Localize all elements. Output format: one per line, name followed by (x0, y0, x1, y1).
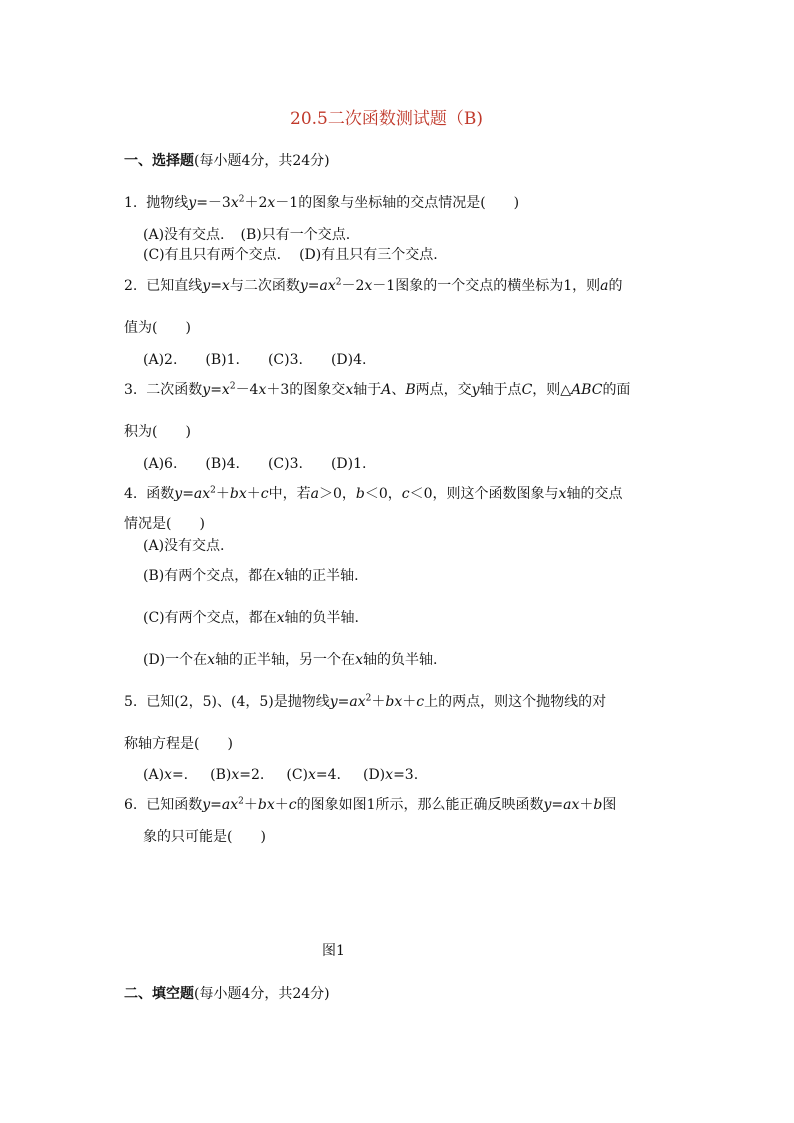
q2-text: = (307, 278, 320, 294)
q3-text: = (210, 382, 222, 398)
q4-text: ＜0，则这个函数图象与 (409, 486, 559, 502)
q4-option-text: 轴的负半轴. (362, 652, 438, 668)
question-number: 4. (124, 486, 138, 502)
question-1 (124, 194, 519, 212)
q2-text: －2 (341, 278, 365, 294)
q3-text: 的面 (602, 382, 631, 398)
section-1-heading (124, 152, 330, 170)
q2-continuation: 值为( ) (124, 320, 191, 336)
section-2-heading (124, 985, 330, 1003)
q6-exponent: 2 (238, 796, 244, 807)
q2-text: 与二次函数 (229, 278, 300, 294)
q4-option-text: 轴的正半轴. (284, 568, 359, 584)
q2-var: ax (319, 278, 336, 294)
q3-text: ＋3的图象交 (266, 382, 346, 398)
q1-text: ＋2 (244, 195, 268, 211)
q4-var: x (558, 486, 567, 502)
q2-var: y (202, 278, 211, 294)
section-1-note: (每小题4分，共24分) (194, 153, 330, 169)
question-number: 1. (124, 195, 138, 211)
q4-var: x (276, 610, 285, 626)
q1-text: －1 (275, 195, 299, 211)
q5-text: ＋ (371, 694, 386, 710)
q4-option-text: (B)有两个交点，都在 (143, 568, 277, 584)
q3-var: ABC (571, 382, 603, 398)
q4-option-d (143, 651, 437, 669)
q4-var: bx (229, 486, 247, 502)
q4-var: c (401, 486, 410, 502)
question-number: 2. (124, 278, 138, 294)
q3-options: (A)6. (B)4. (C)3. (D)1. (143, 456, 367, 472)
q5-option-text: =4. (315, 767, 341, 783)
q3-text: 二次函数 (146, 382, 203, 398)
q2-text: 已知直线 (146, 278, 203, 294)
q1-text-post: 的图象与坐标轴的交点情况是( ) (298, 195, 520, 211)
q6-var: y=ax (202, 797, 239, 813)
q5-continuation: 称轴方程是( ) (124, 736, 233, 752)
q5-text: 已知(2，5)、(4，5)是抛物线 (146, 694, 330, 710)
section-1-label: 一、选择题 (124, 153, 194, 169)
q5-var: x (164, 767, 172, 783)
q4-option-b (143, 567, 359, 585)
q4-var: c (260, 486, 269, 502)
q5-option-label: (B) (210, 767, 232, 783)
q4-exponent: 2 (210, 485, 216, 496)
q3-var: x (221, 382, 230, 398)
q3-var: y (471, 382, 480, 398)
q3-text: 两点，交 (415, 382, 472, 398)
q3-text: ，则△ (532, 382, 572, 398)
q1-option-a: (A)没有交点. (143, 227, 225, 243)
q1-var: x (230, 195, 239, 211)
q3-var: B (405, 382, 416, 398)
q4-option-text: (D)一个在 (143, 652, 208, 668)
q5-option-label: (D) (363, 767, 386, 783)
q3-text: 轴于 (353, 382, 382, 398)
page-title: 20.5二次函数测试题（B) (290, 109, 483, 129)
q1-options-row-2 (143, 246, 438, 264)
q2-options: (A)2. (B)1. (C)3. (D)4. (143, 352, 367, 368)
question-number: 5. (124, 694, 138, 710)
q6-var: y=ax (543, 797, 580, 813)
q2-var: a (600, 278, 609, 294)
q4-var: x (276, 568, 285, 584)
q2-text: 的 (608, 278, 623, 294)
q4-text: ＜0， (364, 486, 402, 502)
q3-var: A (381, 382, 392, 398)
section-2-label: 二、填空题 (124, 986, 194, 1002)
q5-text: = (337, 694, 350, 710)
q4-var: x (355, 652, 363, 668)
q4-text: 轴的交点 (566, 486, 623, 502)
q2-exponent: 2 (335, 277, 342, 288)
q5-text: ＋ (402, 694, 417, 710)
q4-var: y (174, 486, 183, 502)
q5-option-text: =. (171, 767, 189, 783)
q3-var: C (521, 382, 533, 398)
question-4 (124, 485, 622, 503)
q4-text: 函数 (146, 486, 175, 502)
q2-var: x (221, 278, 230, 294)
section-2-note: (每小题4分，共24分) (194, 986, 330, 1002)
q4-var: a (310, 486, 319, 502)
q2-text: = (210, 278, 222, 294)
q5-exponent: 2 (365, 693, 372, 704)
q1-var: x (267, 195, 276, 211)
q5-var: c (416, 694, 425, 710)
q4-option-text: 轴的负半轴. (284, 610, 359, 626)
q6-text: ＋ (274, 797, 289, 813)
q4-var: x (207, 652, 216, 668)
q3-text: 轴于点 (479, 382, 522, 398)
q4-continuation: 情况是( ) (124, 516, 205, 532)
q4-option-a: (A)没有交点. (143, 538, 225, 554)
q5-option-text: =3. (393, 767, 419, 783)
q6-text: ＋ (243, 797, 258, 813)
q5-option-label: (A) (143, 767, 165, 783)
q2-text: －1图象的一个交点的横坐标为1，则 (372, 278, 601, 294)
q5-option-label: (C) (286, 767, 308, 783)
q4-var: b (355, 486, 365, 502)
q5-var: y (329, 694, 338, 710)
q6-var: bx (257, 797, 275, 813)
q3-var: x (345, 382, 354, 398)
q4-text: 中，若 (268, 486, 311, 502)
q2-var: y (299, 278, 308, 294)
question-5 (124, 693, 606, 711)
q3-text: －4 (235, 382, 259, 398)
question-number: 3. (124, 382, 138, 398)
q4-text: = (182, 486, 194, 502)
q3-continuation: 积为( ) (124, 424, 191, 440)
q1-text: =－3 (196, 195, 231, 211)
q1-option-c: (C)有且只有两个交点. (143, 247, 282, 263)
q6-continuation: 象的只可能是( ) (143, 829, 266, 845)
q3-var: x (258, 382, 267, 398)
q3-var: y (202, 382, 211, 398)
question-6 (124, 796, 616, 814)
question-2 (124, 277, 622, 295)
q6-text: 图 (602, 797, 617, 813)
q5-var: ax (349, 694, 366, 710)
figure-caption: 图1 (322, 943, 345, 959)
q4-option-text: 轴的正半轴，另一个在 (215, 652, 356, 668)
q5-var: x (231, 767, 240, 783)
q1-option-b: (B)只有一个交点. (240, 227, 351, 243)
q6-var: b (593, 797, 603, 813)
q1-var: y (188, 195, 197, 211)
q5-var: x (385, 767, 394, 783)
question-3 (124, 381, 630, 399)
q3-text: 、 (391, 382, 406, 398)
q1-text-pre: 抛物线 (146, 195, 189, 211)
q6-text: 已知函数 (146, 797, 203, 813)
q6-text: 的图象如图1所示，那么能正确反映函数 (296, 797, 544, 813)
q1-options-row-1 (143, 226, 350, 244)
q2-var: x (364, 278, 373, 294)
q6-text: ＋ (579, 797, 594, 813)
q6-var: c (288, 797, 297, 813)
q4-option-c (143, 609, 359, 627)
q5-option-text: =2. (239, 767, 265, 783)
q5-text: 上的两点，则这个抛物线的对 (424, 694, 607, 710)
q3-exponent: 2 (229, 381, 236, 392)
q5-options (143, 766, 418, 784)
q4-text: ＋ (246, 486, 261, 502)
q4-option-text: (C)有两个交点，都在 (143, 610, 277, 626)
q4-text: ＋ (215, 486, 230, 502)
q4-text: ＞0， (318, 486, 356, 502)
q1-exponent: 2 (238, 194, 245, 205)
q5-var: x (308, 767, 316, 783)
q5-var: bx (385, 694, 403, 710)
q1-option-d: (D)有且只有三个交点. (299, 247, 438, 263)
q4-var: ax (193, 486, 211, 502)
question-number: 6. (124, 797, 138, 813)
